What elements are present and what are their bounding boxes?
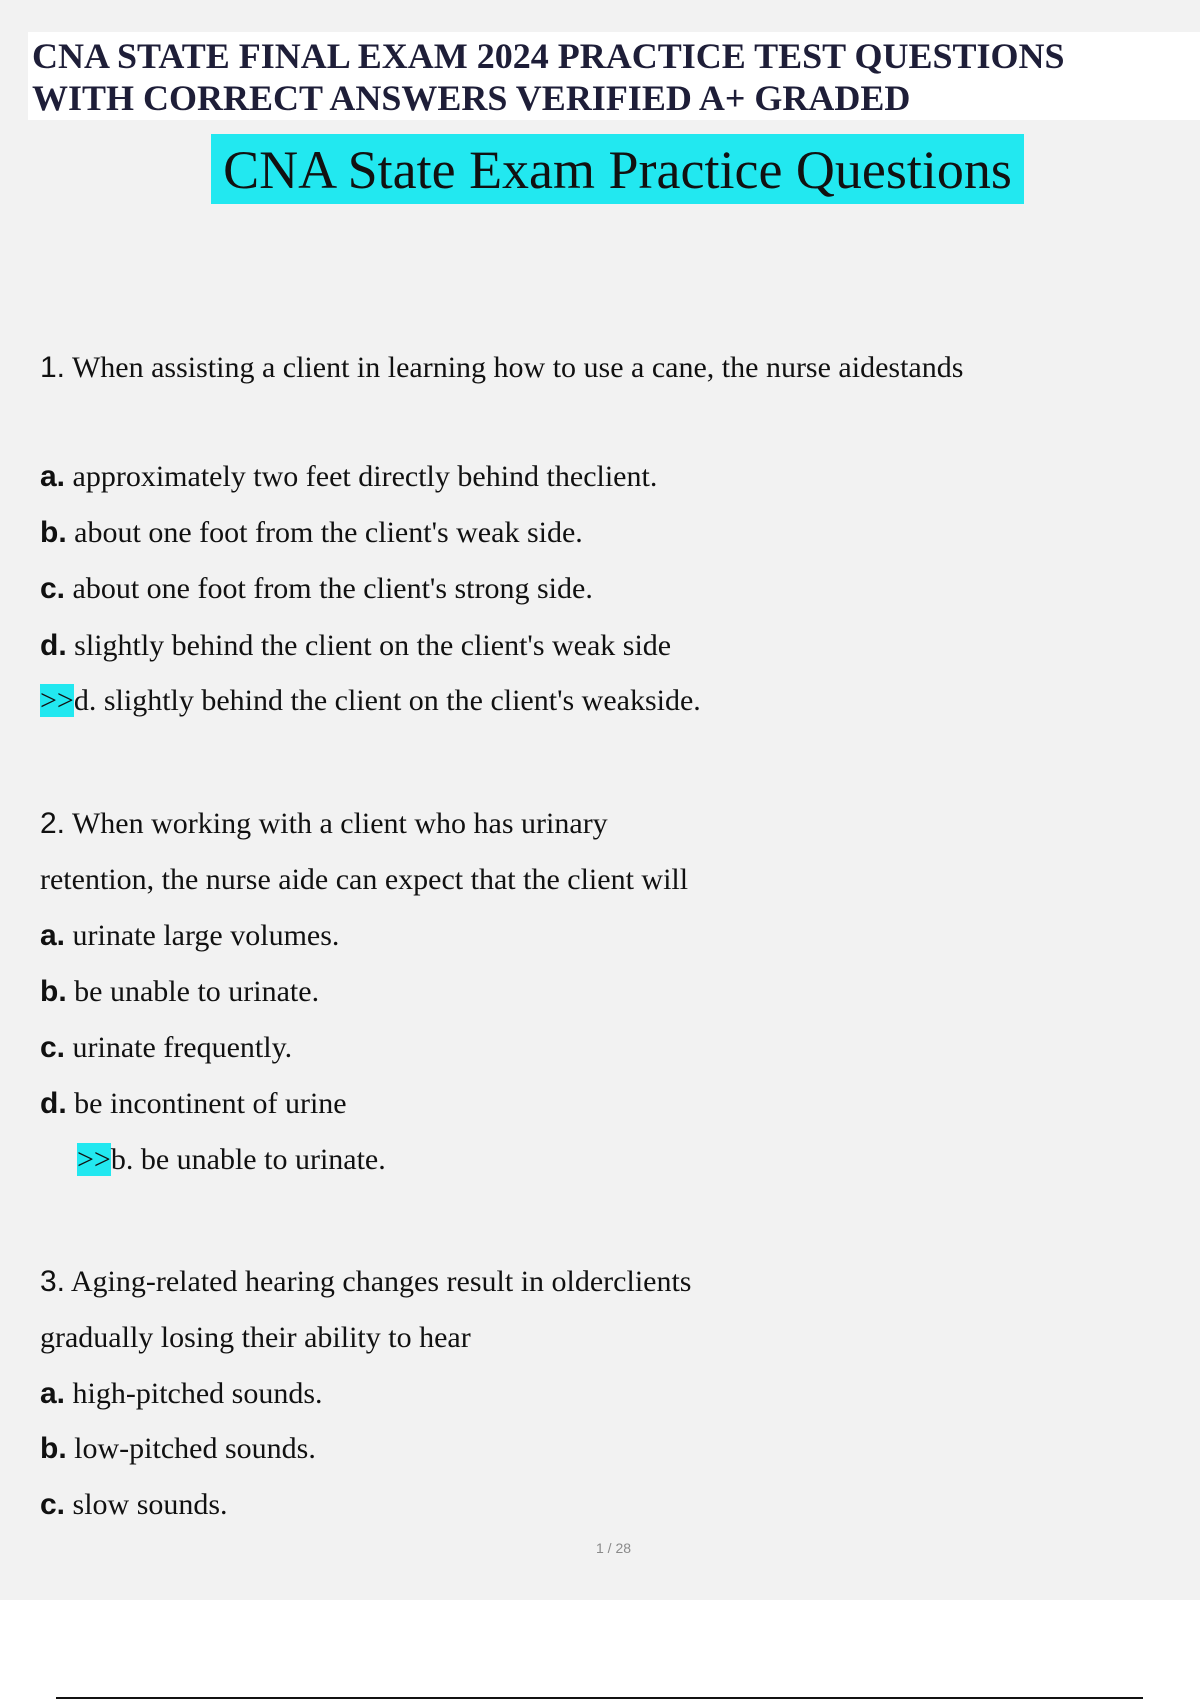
question-2-stem-continued: retention, the nurse aide can expect that the client will xyxy=(40,863,689,896)
question-3-stem xyxy=(40,1264,692,1300)
question-1-option-b xyxy=(40,515,583,551)
option-letter: c. xyxy=(40,1031,66,1064)
question-text: Aging-related hearing changes result in olderclients xyxy=(65,1265,692,1298)
header-line-1: CNA STATE FINAL EXAM 2024 PRACTICE TEST QUESTIONS xyxy=(32,36,1065,76)
option-text: be incontinent of urine xyxy=(66,1087,347,1120)
question-1-option-c xyxy=(40,571,593,607)
question-2-option-a xyxy=(40,918,339,954)
page-number: 1 / 28 xyxy=(595,1540,632,1556)
option-text: about one foot from the client's strong side. xyxy=(65,572,593,605)
question-3-option-b xyxy=(40,1431,316,1467)
question-2-answer xyxy=(77,1142,386,1178)
option-text: high-pitched sounds. xyxy=(65,1377,323,1410)
option-letter: a. xyxy=(40,460,66,493)
option-letter: d. xyxy=(40,629,67,662)
title-container xyxy=(0,134,1200,204)
question-1-stem xyxy=(40,350,963,386)
header-line-2: WITH CORRECT ANSWERS VERIFIED A+ GRADED xyxy=(32,78,911,118)
option-letter: c. xyxy=(40,1488,66,1521)
question-3-option-a xyxy=(40,1376,323,1412)
page-title: CNA State Exam Practice Questions xyxy=(211,134,1024,204)
question-2-option-d xyxy=(40,1086,347,1122)
option-text: urinate frequently. xyxy=(65,1031,293,1064)
option-letter: a. xyxy=(40,1377,66,1410)
option-letter: b. xyxy=(40,975,67,1008)
question-2-option-c xyxy=(40,1030,292,1066)
option-letter: d. xyxy=(40,1087,67,1120)
question-2-stem xyxy=(40,806,608,842)
option-letter: b. xyxy=(40,1432,67,1465)
option-text: slow sounds. xyxy=(65,1488,228,1521)
question-1-answer xyxy=(40,683,701,719)
answer-text: b. be unable to urinate. xyxy=(110,1143,386,1176)
question-number: 2. xyxy=(40,807,66,840)
bottom-divider xyxy=(56,1697,1143,1699)
answer-marker: >> xyxy=(40,684,74,717)
answer-text: d. slightly behind the client on the client's weakside. xyxy=(73,684,701,717)
question-3-option-c xyxy=(40,1487,228,1523)
question-3-stem-continued: gradually losing their ability to hear xyxy=(40,1321,471,1354)
option-letter: b. xyxy=(40,516,67,549)
question-number: 1. xyxy=(40,351,66,384)
option-letter: a. xyxy=(40,919,66,952)
answer-marker: >> xyxy=(77,1143,111,1176)
question-1-option-d xyxy=(40,628,671,664)
option-letter: c. xyxy=(40,572,66,605)
option-text: urinate large volumes. xyxy=(65,919,340,952)
option-text: slightly behind the client on the client's weak side xyxy=(66,629,672,662)
question-text: When assisting a client in learning how to use a cane, the nurse aidestands xyxy=(65,351,964,384)
question-2-option-b xyxy=(40,974,319,1010)
option-text: be unable to urinate. xyxy=(66,975,320,1008)
option-text: low-pitched sounds. xyxy=(66,1432,316,1465)
question-text: When working with a client who has urinary xyxy=(65,807,608,840)
option-text: about one foot from the client's weak side. xyxy=(66,516,583,549)
question-number: 3. xyxy=(40,1265,66,1298)
question-1-option-a xyxy=(40,459,657,495)
option-text: approximately two feet directly behind theclient. xyxy=(65,460,658,493)
